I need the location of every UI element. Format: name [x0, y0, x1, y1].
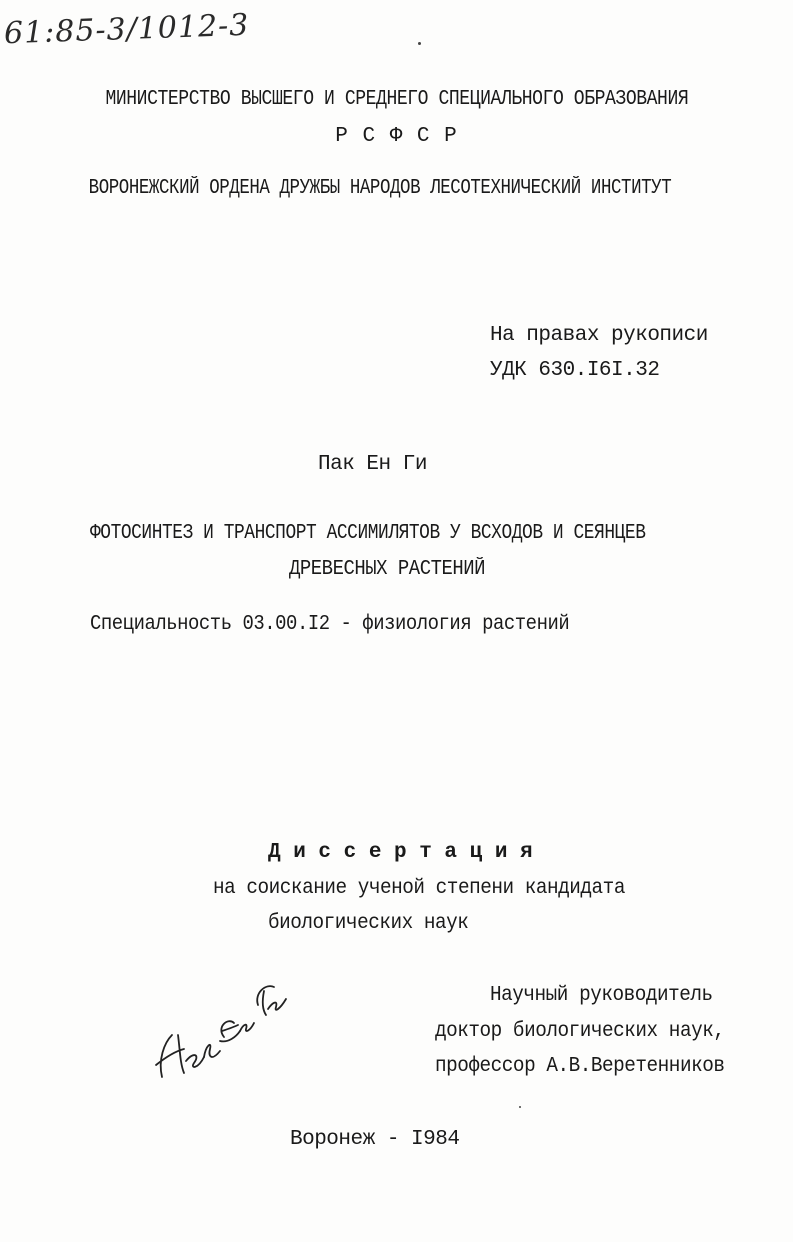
speck [519, 1106, 521, 1108]
supervisor-degree: доктор биологических наук, [435, 1020, 725, 1043]
thesis-title-line-1: ФОТОСИНТЕЗ И ТРАНСПОРТ АССИМИЛЯТОВ У ВСХОДОВ И СЕЯНЦЕВ [90, 522, 646, 545]
supervisor-label: Научный руководитель [490, 984, 713, 1007]
manuscript-rights: На правах рукописи [490, 324, 708, 347]
specialty: Специальность 03.00.I2 - физиология растений [90, 613, 570, 636]
handwritten-signature [150, 965, 290, 1085]
ministry-heading: МИНИСТЕРСТВО ВЫСШЕГО И СРЕДНЕГО СПЕЦИАЛЬНОГО ОБРАЗОВАНИЯ [105, 88, 688, 111]
speck [418, 42, 421, 45]
udc-code: УДК 630.I6I.32 [490, 359, 660, 382]
republic-heading: Р С Ф С Р [335, 125, 458, 148]
degree-line-1: на соискание ученой степени кандидата [213, 877, 625, 900]
place-and-year: Воронеж - I984 [290, 1128, 460, 1151]
institute-heading: ВОРОНЕЖСКИЙ ОРДЕНА ДРУЖБЫ НАРОДОВ ЛЕСОТЕХНИЧЕСКИЙ ИНСТИТУТ [88, 177, 671, 200]
archive-mark: 61:85-3/1012-3 [3, 7, 250, 52]
degree-line-2: биологических наук [268, 912, 469, 935]
thesis-title-line-2: ДРЕВЕСНЫХ РАСТЕНИЙ [289, 558, 486, 581]
supervisor-name: профессор А.В.Веретенников [435, 1055, 725, 1078]
author-name: Пак Ен Ги [318, 453, 427, 476]
dissertation-heading: Д и с с е р т а ц и я [268, 841, 533, 864]
